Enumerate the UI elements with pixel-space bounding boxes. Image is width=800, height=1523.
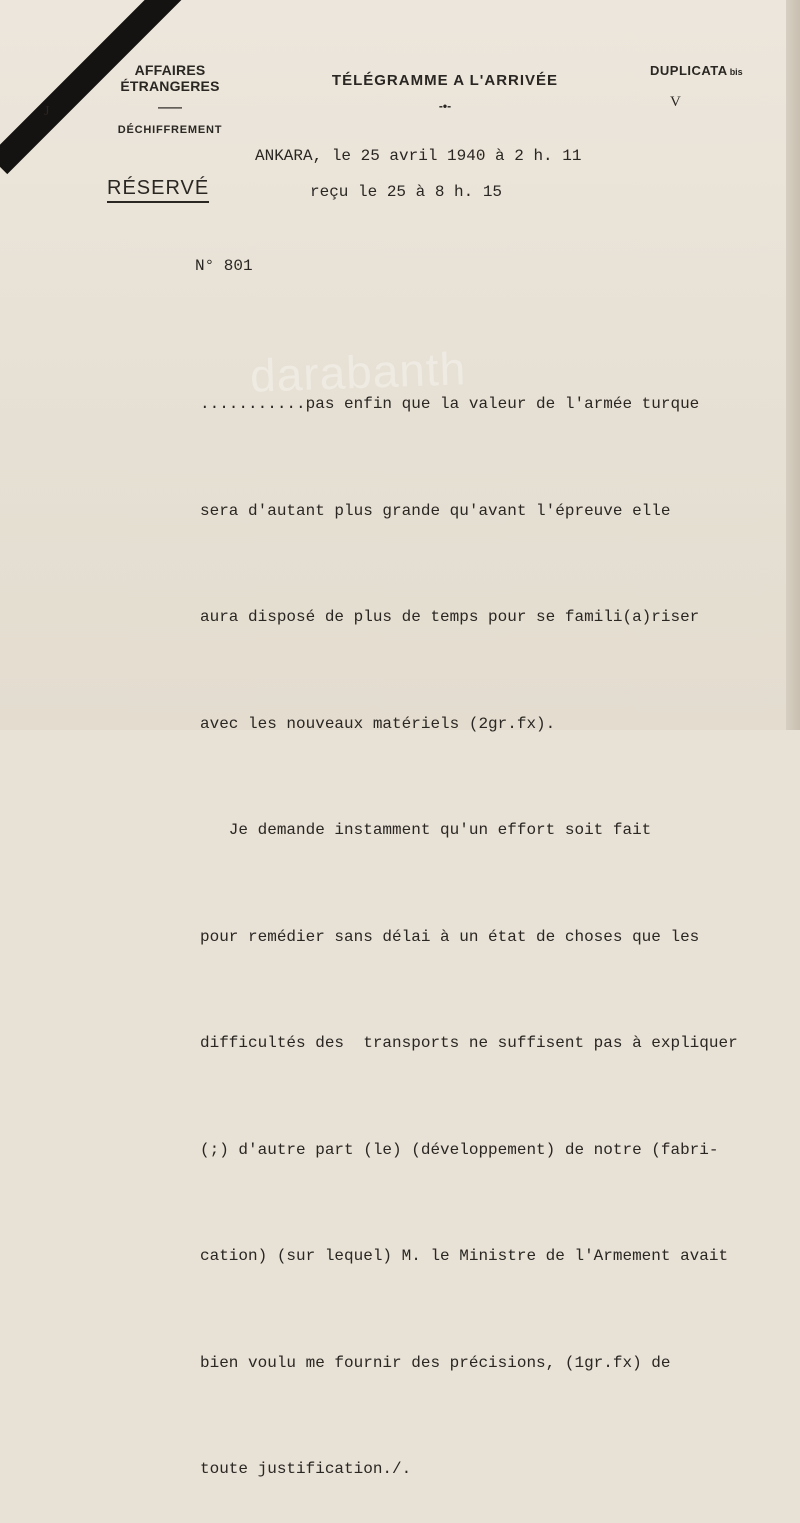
left-margin-mark: J xyxy=(44,104,50,119)
telegram-number: N° 801 xyxy=(195,257,253,275)
copy-mark: V xyxy=(670,94,681,110)
received-time: reçu le 25 à 8 h. 15 xyxy=(310,183,503,201)
body-line: sera d'autant plus grande qu'avant l'épreuve elle xyxy=(200,501,671,520)
body-line: (;) d'autre part (le) (développement) de notre (fabri- xyxy=(200,1140,719,1159)
telegram-title: TÉLÉGRAMME A L'ARRIVÉE xyxy=(331,72,559,89)
duplicata-suffix: bis xyxy=(729,67,743,77)
watermark: darabanth xyxy=(249,342,468,402)
place-date: ANKARA, le 25 avril 1940 à 2 h. 11 xyxy=(255,147,582,165)
department-name: DÉCHIFFREMENT xyxy=(117,124,223,136)
duplicata-block xyxy=(650,62,743,111)
duplicata-label: DUPLICATA xyxy=(650,63,728,78)
body-line: aura disposé de plus de temps pour se famili(a)riser xyxy=(200,608,700,626)
body-line: ...........pas enfin que la valeur de l'armée turque xyxy=(200,395,700,413)
body-line: pour remédier sans délai à un état de choses que les xyxy=(200,927,700,946)
telegram-body xyxy=(200,316,790,1523)
classification-stamp: RÉSERVÉ xyxy=(107,177,209,203)
title-divider: -•- xyxy=(438,99,452,113)
telegram-title-block xyxy=(310,72,580,113)
ministry-name: AFFAIRES ÉTRANGERES xyxy=(120,62,220,94)
ministry-divider: —— xyxy=(158,100,182,114)
body-line: toute justification./. xyxy=(200,1460,412,1478)
body-line: avec les nouveaux matériels (2gr.fx). xyxy=(200,714,556,733)
body-line: difficultés des transports ne suffisent pas à expliquer xyxy=(200,1034,738,1052)
body-line: bien voulu me fournir des précisions, (1gr.fx) de xyxy=(200,1353,671,1372)
body-line: Je demande instamment qu'un effort soit fait xyxy=(200,821,652,839)
body-line: cation) (sur lequel) M. le Ministre de l'Armement avait xyxy=(200,1247,729,1265)
ministry-header xyxy=(90,62,250,136)
